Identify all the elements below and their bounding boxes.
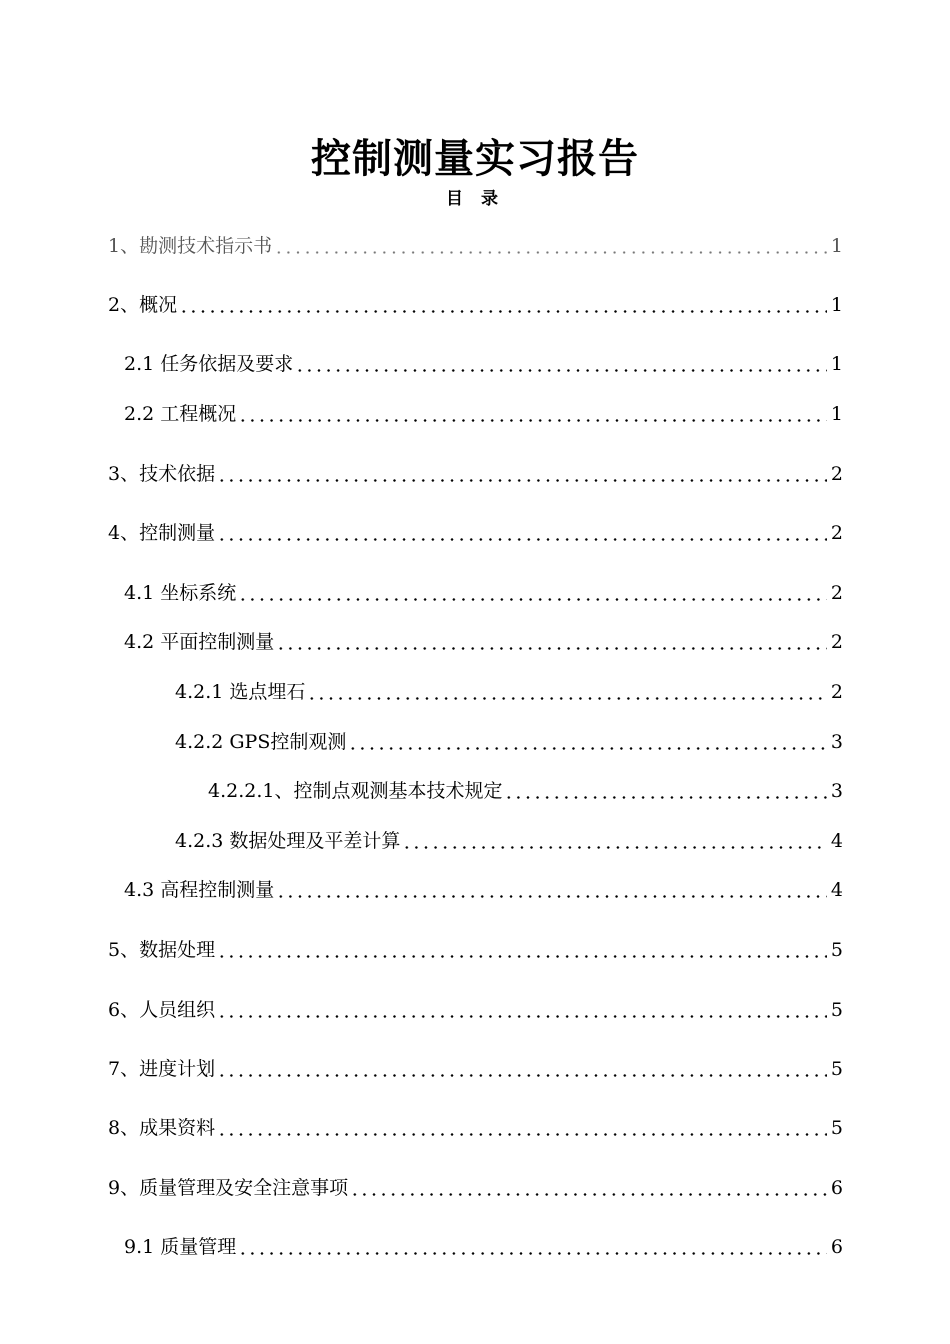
dot-leader	[238, 598, 827, 601]
toc-entry-2-2[interactable]	[124, 400, 843, 428]
toc-entry-label: 1、勘测技术指示书	[108, 235, 273, 257]
toc-page-number: 2	[830, 681, 843, 703]
toc-entry-4-2-2-1[interactable]	[208, 777, 843, 805]
dot-leader	[217, 1015, 827, 1018]
toc-entry-8[interactable]	[108, 1114, 843, 1142]
toc-entry-label: 4.3 高程控制测量	[124, 879, 275, 901]
dot-leader	[217, 1074, 827, 1077]
toc-page-number: 3	[830, 731, 843, 753]
toc-page-number: 1	[830, 353, 843, 375]
toc-page-number: 5	[830, 1058, 843, 1080]
toc-entry-label: 4.1 坐标系统	[124, 582, 237, 604]
toc-page-number: 1	[830, 235, 843, 257]
toc-page-number: 4	[830, 879, 843, 901]
toc-page-number: 6	[830, 1236, 843, 1258]
toc-entry-label: 4.2.2.1、控制点观测基本技术规定	[208, 780, 503, 802]
toc-entry-label: 6、人员组织	[108, 999, 216, 1021]
toc-entry-label: 9、质量管理及安全注意事项	[108, 1177, 349, 1199]
toc-page-number: 5	[830, 939, 843, 961]
toc-entry-5[interactable]	[108, 936, 843, 964]
toc-entry-label: 4、控制测量	[108, 522, 216, 544]
dot-leader	[350, 1193, 827, 1196]
toc-entry-label: 4.2.3 数据处理及平差计算	[175, 830, 401, 852]
dot-leader	[217, 479, 827, 482]
dot-leader	[348, 747, 827, 750]
dot-leader	[217, 955, 827, 958]
dot-leader	[276, 647, 827, 650]
toc-page-number: 5	[830, 1117, 843, 1139]
dot-leader	[274, 251, 827, 254]
toc-entry-label: 4.2 平面控制测量	[124, 631, 275, 653]
toc-entry-4-3[interactable]	[124, 876, 843, 904]
toc-entry-4-2-2[interactable]	[175, 728, 843, 756]
dot-leader	[238, 419, 827, 422]
toc-entry-label: 4.2.1 选点埋石	[175, 681, 306, 703]
toc-heading: 目 录	[446, 189, 504, 209]
toc-entry-4-1[interactable]	[124, 579, 843, 607]
dot-leader	[504, 796, 826, 799]
toc-entry-4-2-3[interactable]	[175, 827, 843, 855]
toc-page-number: 2	[830, 631, 843, 653]
toc-page-number: 2	[830, 463, 843, 485]
toc-entry-label: 2.2 工程概况	[124, 403, 237, 425]
toc-entry-label: 8、成果资料	[108, 1117, 216, 1139]
toc-entry-7[interactable]	[108, 1055, 843, 1083]
dot-leader	[402, 846, 827, 849]
toc-entry-4-2[interactable]	[124, 628, 843, 656]
toc-page-number: 1	[830, 294, 843, 316]
toc-entry-1[interactable]	[108, 232, 843, 260]
dot-leader	[179, 310, 827, 313]
toc-entry-label: 2.1 任务依据及要求	[124, 353, 294, 375]
toc-entry-6[interactable]	[108, 996, 843, 1024]
dot-leader	[217, 1133, 827, 1136]
document-title: 控制测量实习报告	[311, 136, 639, 182]
toc-page-number: 2	[830, 582, 843, 604]
toc-entry-9-1[interactable]	[124, 1233, 843, 1261]
toc-page-number: 1	[830, 403, 843, 425]
toc-page-number: 6	[830, 1177, 843, 1199]
toc-entry-label: 7、进度计划	[108, 1058, 216, 1080]
toc-entry-2[interactable]	[108, 291, 843, 319]
toc-page-number: 5	[830, 999, 843, 1021]
toc-entry-label: 5、数据处理	[108, 939, 216, 961]
toc-entry-4[interactable]	[108, 519, 843, 547]
toc-page-number: 2	[830, 522, 843, 544]
dot-leader	[295, 369, 827, 372]
dot-leader	[238, 1252, 827, 1255]
toc-entry-label: 9.1 质量管理	[124, 1236, 237, 1258]
toc-page-number: 4	[830, 830, 843, 852]
dot-leader	[217, 538, 827, 541]
toc-entry-3[interactable]	[108, 460, 843, 488]
toc-entry-label: 4.2.2 GPS控制观测	[175, 731, 347, 753]
dot-leader	[307, 697, 827, 700]
dot-leader	[276, 895, 827, 898]
toc-entry-label: 2、概况	[108, 294, 178, 316]
toc-entry-4-2-1[interactable]	[175, 678, 843, 706]
toc-entry-label: 3、技术依据	[108, 463, 216, 485]
toc-entry-9[interactable]	[108, 1174, 843, 1202]
toc-page-number: 3	[830, 780, 843, 802]
toc-entry-2-1[interactable]	[124, 350, 843, 378]
